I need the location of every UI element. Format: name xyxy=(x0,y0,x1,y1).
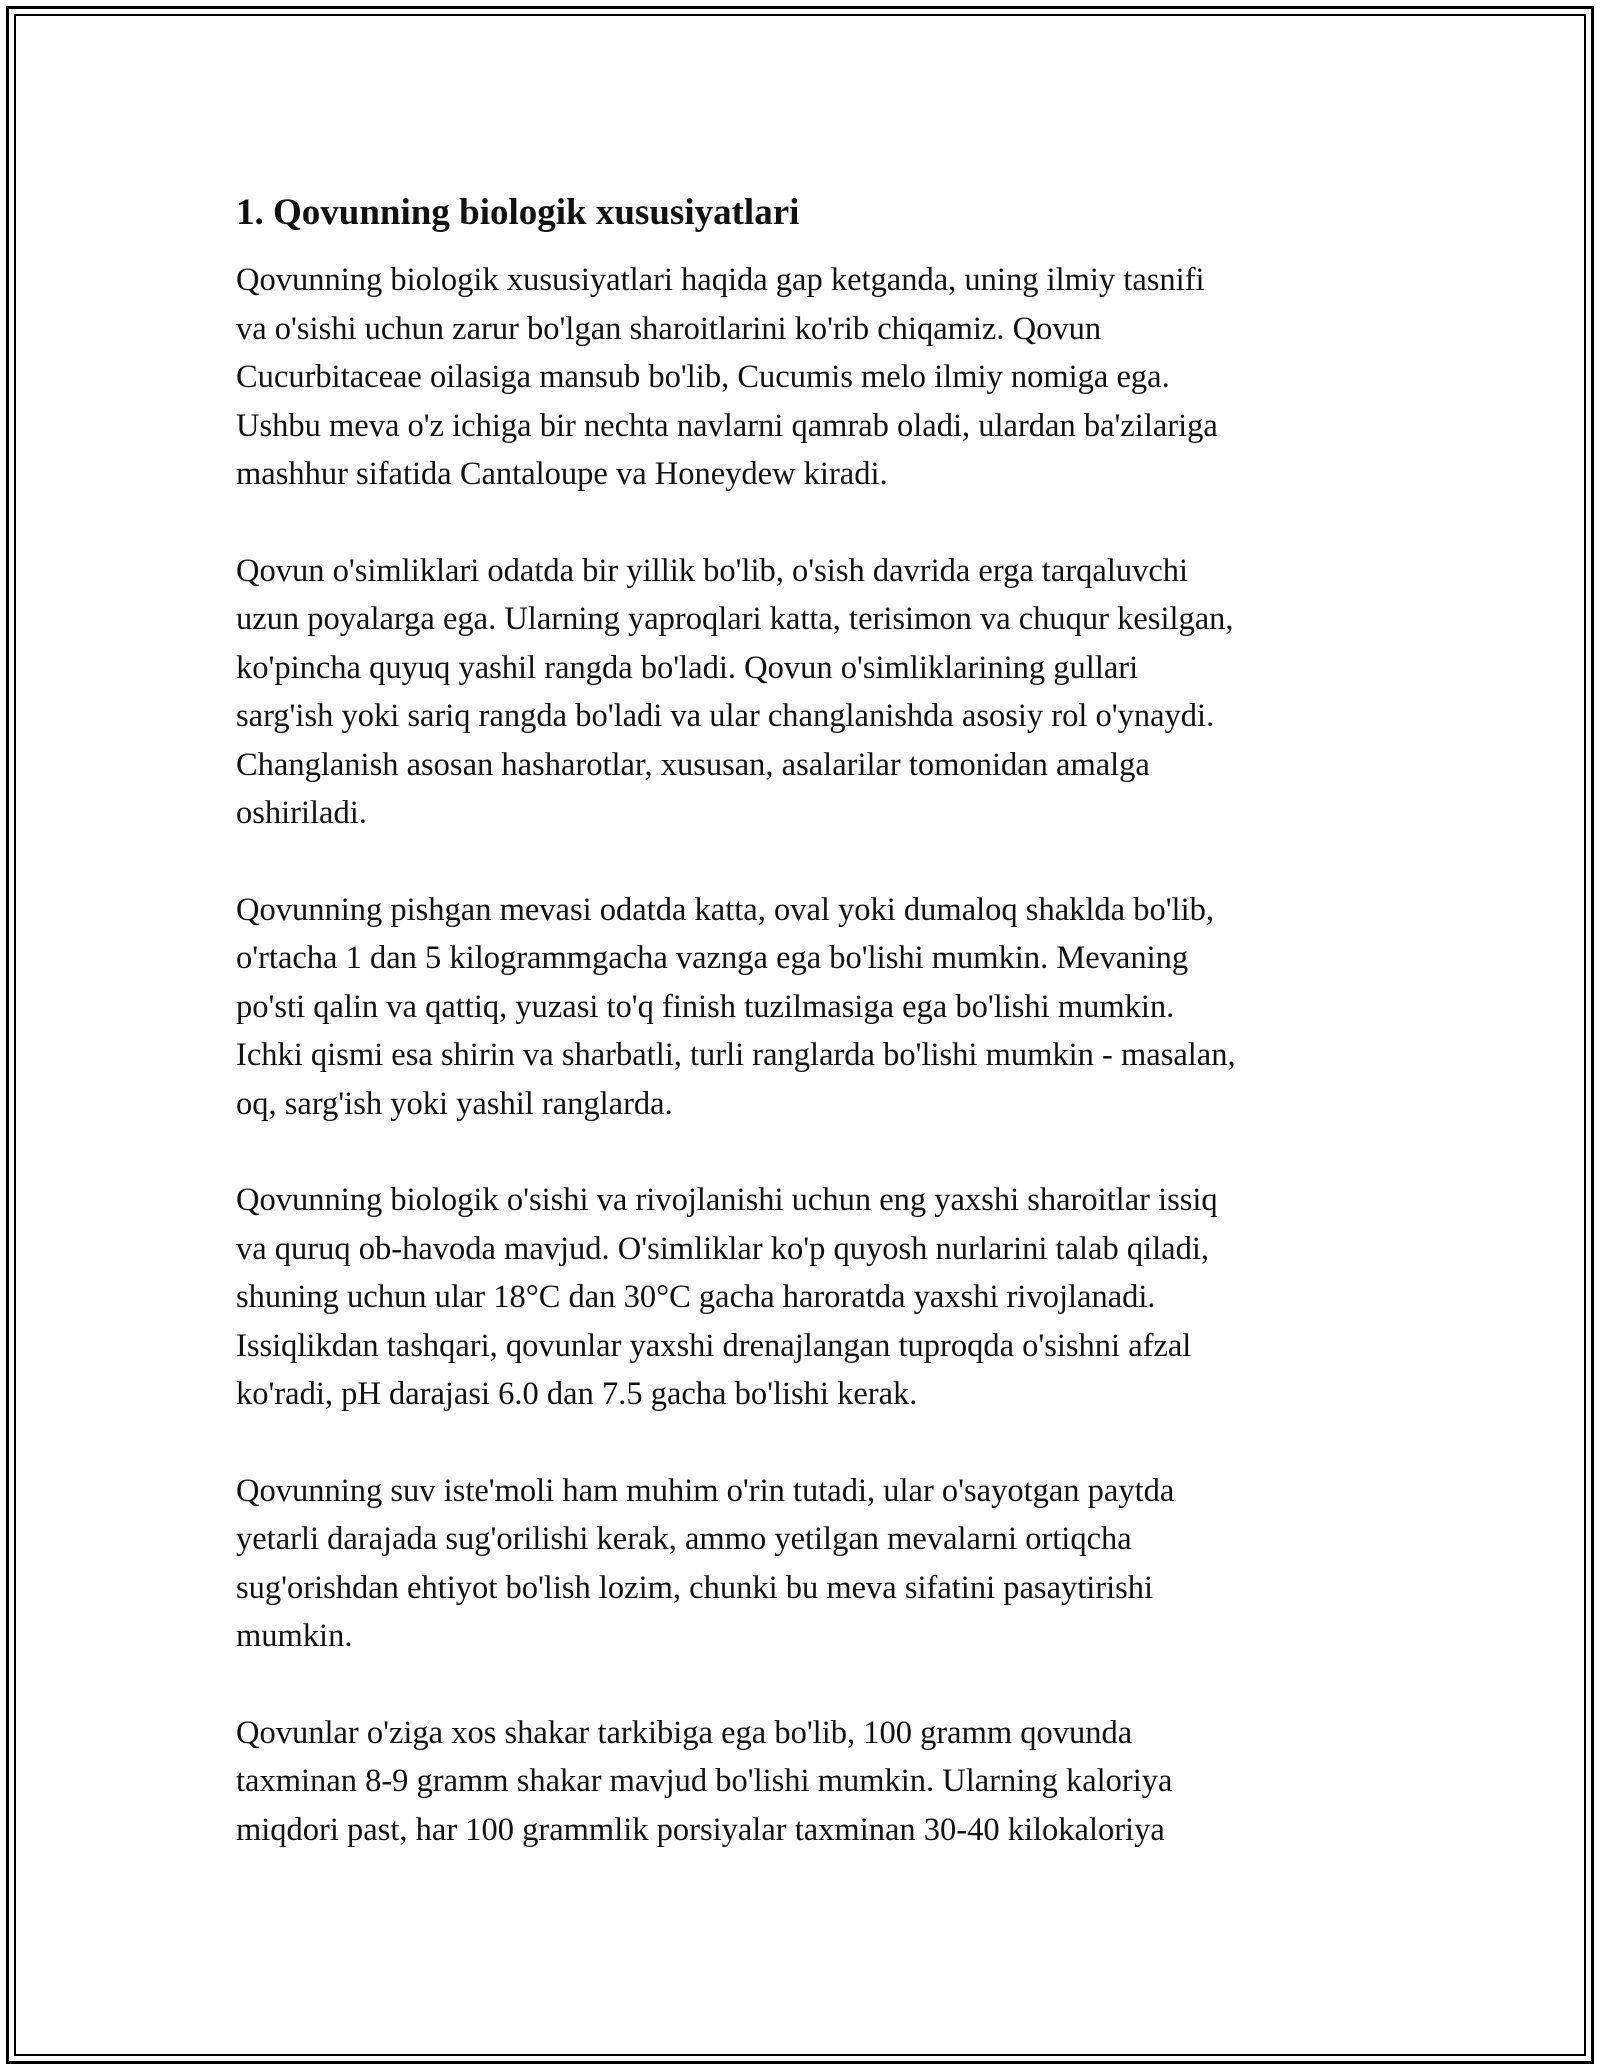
text-line: ko'pincha quyuq yashil rangda bo'ladi. Qovun o'simliklarining gullari xyxy=(236,649,1139,686)
paragraph-fruit-description xyxy=(236,886,1386,1129)
section-heading: 1. Qovunning biologik xususiyatlari xyxy=(236,192,800,233)
paragraph-plant-description xyxy=(236,547,1386,838)
paragraph-scientific-classification xyxy=(236,256,1386,499)
text-line: Ushbu meva o'z ichiga bir nechta navlarni qamrab oladi, ulardan ba'zilariga xyxy=(236,407,1218,444)
text-line: va o'sishi uchun zarur bo'lgan sharoitlarini ko'rib chiqamiz. Qovun xyxy=(236,310,1102,347)
paragraph-nutrition xyxy=(236,1709,1386,1855)
text-line: Qovunlar o'ziga xos shakar tarkibiga ega bo'lib, 100 gramm qovunda xyxy=(236,1714,1133,1751)
text-line: uzun poyalarga ega. Ularning yaproqlari katta, terisimon va chuqur kesilgan, xyxy=(236,601,1234,637)
text-line: Qovunning biologik o'sishi va rivojlanishi uchun eng yaxshi sharoitlar issiq xyxy=(236,1182,1218,1218)
text-line: o'rtacha 1 dan 5 kilogrammgacha vaznga ega bo'lishi mumkin. Mevaning xyxy=(236,940,1189,976)
text-line: po'sti qalin va qattiq, yuzasi to'q finish tuzilmasiga ega bo'lishi mumkin. xyxy=(236,988,1175,1025)
text-line: shuning uchun ular 18°C dan 30°C gacha haroratda yaxshi rivojlanadi. xyxy=(236,1279,1156,1315)
text-line: yetarli darajada sug'orilishi kerak, ammo yetilgan mevalarni ortiqcha xyxy=(236,1521,1132,1557)
document-body xyxy=(236,188,1386,1902)
text-line: sarg'ish yoki sariq rangda bo'ladi va ular changlanishda asosiy rol o'ynaydi. xyxy=(236,698,1215,734)
text-line: Qovunning pishgan mevasi odatda katta, oval yoki dumaloq shaklda bo'lib, xyxy=(236,891,1214,928)
text-line: mashhur sifatida Cantaloupe va Honeydew kiradi. xyxy=(236,456,888,492)
text-line: mumkin. xyxy=(236,1618,353,1654)
paragraph-water-needs xyxy=(236,1467,1386,1661)
text-line: ko'radi, pH darajasi 6.0 dan 7.5 gacha bo'lishi kerak. xyxy=(236,1376,918,1412)
text-line: oq, sarg'ish yoki yashil ranglarda. xyxy=(236,1085,673,1122)
text-line: va quruq ob-havoda mavjud. O'simliklar ko'p quyosh nurlarini talab qiladi, xyxy=(236,1230,1209,1267)
text-line: Changlanish asosan hasharotlar, xususan, asalarilar tomonidan amalga xyxy=(236,746,1150,783)
text-line: oshiriladi. xyxy=(236,795,367,831)
text-line: miqdori past, har 100 grammlik porsiyalar taxminan 30-40 kilokaloriya xyxy=(236,1811,1165,1848)
text-line: taxminan 8-9 gramm shakar mavjud bo'lishi mumkin. Ularning kaloriya xyxy=(236,1763,1173,1799)
text-line: Issiqlikdan tashqari, qovunlar yaxshi drenajlangan tuproqda o'sishni afzal xyxy=(236,1327,1192,1364)
paragraph-growing-conditions xyxy=(236,1176,1386,1419)
text-line: sug'orishdan ehtiyot bo'lish lozim, chunki bu meva sifatini pasaytirishi xyxy=(236,1569,1154,1606)
text-line: Qovun o'simliklari odatda bir yillik bo'lib, o'sish davrida erga tarqaluvchi xyxy=(236,552,1189,589)
text-line: Qovunning suv iste'moli ham muhim o'rin tutadi, ular o'sayotgan paytda xyxy=(236,1472,1175,1509)
text-line: Cucurbitaceae oilasiga mansub bo'lib, Cucumis melo ilmiy nomiga ega. xyxy=(236,359,1170,395)
text-line: Ichki qismi esa shirin va sharbatli, turli ranglarda bo'lishi mumkin - masalan, xyxy=(236,1037,1236,1073)
text-line: Qovunning biologik xususiyatlari haqida gap ketganda, uning ilmiy tasnifi xyxy=(236,262,1205,298)
